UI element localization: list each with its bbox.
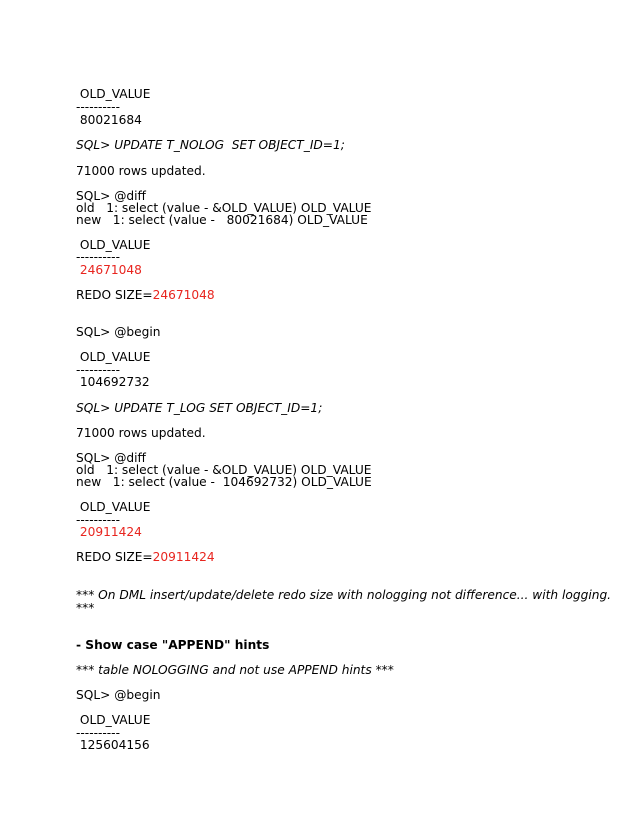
old-value-number: 125604156 <box>76 738 150 752</box>
old-value-number-highlight: 24671048 <box>76 263 142 277</box>
redo-size-line <box>76 288 215 302</box>
diff-old-line: old 1: select (value - &OLD_VALUE) OLD_VALUE <box>76 463 372 477</box>
old-value-number: 104692732 <box>76 375 150 389</box>
redo-size-value: 24671048 <box>152 288 215 302</box>
rows-updated-text: 71000 rows updated. <box>76 426 206 440</box>
sql-diff-command: SQL> @diff <box>76 189 146 203</box>
section-heading: - Show case "APPEND" hints <box>76 638 270 652</box>
rule-line: ---------- <box>76 726 120 740</box>
redo-size-value: 20911424 <box>152 550 215 564</box>
sql-update-nolog: SQL> UPDATE T_NOLOG SET OBJECT_ID=1; <box>76 138 345 152</box>
old-value-number-highlight: 20911424 <box>76 525 142 539</box>
old-value-header: OLD_VALUE <box>76 238 151 252</box>
rule-line: ---------- <box>76 100 120 114</box>
redo-size-line <box>76 550 215 564</box>
sql-update-log: SQL> UPDATE T_LOG SET OBJECT_ID=1; <box>76 401 323 415</box>
rule-line: ---------- <box>76 363 120 377</box>
note-line: *** On DML insert/update/delete redo size with nologging not difference... with logging. <box>76 588 612 602</box>
rows-updated-text: 71000 rows updated. <box>76 164 206 178</box>
diff-new-line: new 1: select (value - 80021684) OLD_VALUE <box>76 213 368 227</box>
diff-old-line: old 1: select (value - &OLD_VALUE) OLD_VALUE <box>76 201 372 215</box>
old-value-number: 80021684 <box>76 113 142 127</box>
sql-begin-command: SQL> @begin <box>76 688 161 702</box>
diff-new-line: new 1: select (value - 104692732) OLD_VALUE <box>76 475 372 489</box>
note-line-continuation: *** <box>76 601 95 615</box>
append-note: *** table NOLOGGING and not use APPEND hints *** <box>76 663 394 677</box>
redo-size-label: REDO SIZE= <box>76 288 153 302</box>
rule-line: ---------- <box>76 250 120 264</box>
sql-begin-command: SQL> @begin <box>76 325 161 339</box>
old-value-header: OLD_VALUE <box>76 350 151 364</box>
rule-line: ---------- <box>76 513 120 527</box>
old-value-header: OLD_VALUE <box>76 87 151 101</box>
old-value-header: OLD_VALUE <box>76 713 151 727</box>
sql-diff-command: SQL> @diff <box>76 451 146 465</box>
old-value-header: OLD_VALUE <box>76 500 151 514</box>
redo-size-label: REDO SIZE= <box>76 550 153 564</box>
